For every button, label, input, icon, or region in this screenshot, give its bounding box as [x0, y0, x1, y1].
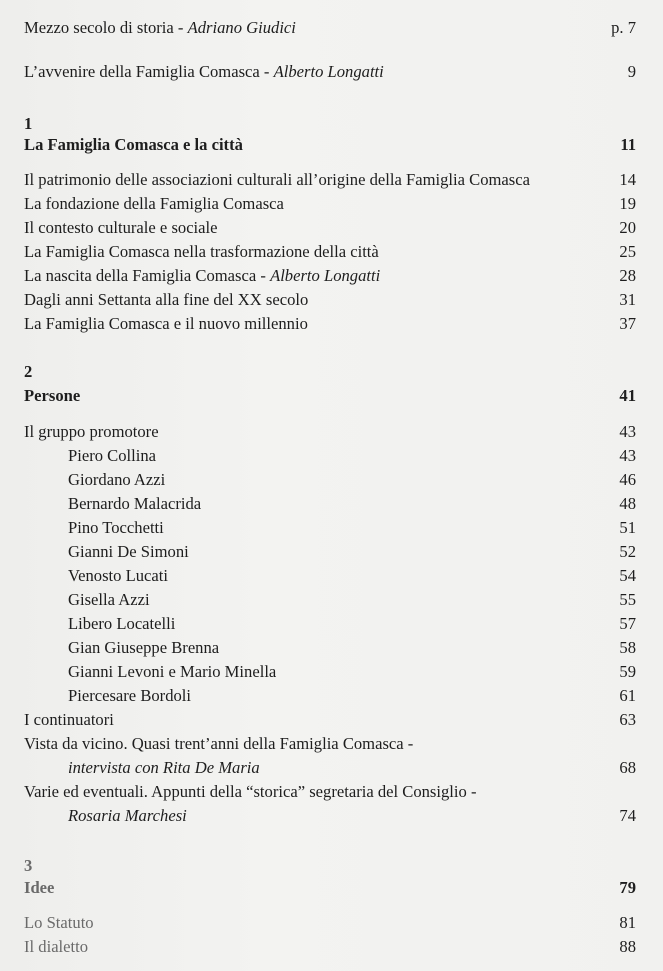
- person-name: Gian Giuseppe Brenna: [68, 638, 220, 657]
- chapter-title: Persone: [24, 386, 81, 405]
- page-number: 37: [619, 314, 636, 333]
- page-number: 54: [619, 566, 636, 585]
- page-number: 43: [619, 422, 636, 441]
- page-number: 57: [619, 614, 636, 633]
- page-number: 51: [619, 518, 636, 537]
- person-name: Piercesare Bordoli: [68, 686, 192, 705]
- page-number: 41: [619, 386, 636, 405]
- entry-text: [24, 266, 380, 286]
- page-number: 11: [620, 135, 636, 154]
- person-name: Giordano Azzi: [68, 470, 166, 489]
- entry-title: Il dialetto: [24, 937, 89, 956]
- entry-title: Il gruppo promotore: [24, 422, 159, 441]
- entry-title: Dagli anni Settanta alla fine del XX secolo: [24, 290, 309, 309]
- page-number: 74: [619, 806, 636, 825]
- page-number: 81: [619, 913, 636, 932]
- entry-author: Alberto Longatti: [270, 266, 381, 285]
- person-name: Libero Locatelli: [68, 614, 176, 633]
- person-name: Gianni De Simoni: [68, 542, 189, 561]
- page-number: 48: [619, 494, 636, 513]
- page-number: 55: [619, 590, 636, 609]
- chapter-title: Idee: [24, 878, 55, 897]
- page-number: 68: [619, 758, 636, 777]
- chapter-title: La Famiglia Comasca e la città: [24, 135, 243, 154]
- page-number: 25: [619, 242, 636, 261]
- entry-title: La fondazione della Famiglia Comasca: [24, 194, 284, 213]
- person-name: Gisella Azzi: [68, 590, 150, 609]
- entry-title: Lo Statuto: [24, 913, 94, 932]
- page-number: 9: [627, 62, 636, 81]
- person-name: Piero Collina: [68, 446, 157, 465]
- person-name: Bernardo Malacrida: [68, 494, 202, 513]
- page-number: 28: [619, 266, 636, 285]
- page-number: 52: [619, 542, 636, 561]
- page-number: 88: [619, 937, 636, 956]
- entry-title: Il patrimonio delle associazioni culturali all’origine della Famiglia Comasca: [24, 170, 530, 189]
- person-name: Gianni Levoni e Mario Minella: [68, 662, 277, 681]
- page-number: 79: [619, 878, 636, 897]
- page-number: 61: [619, 686, 636, 705]
- page-number: 59: [619, 662, 636, 681]
- entry-title: I continuatori: [24, 710, 114, 729]
- entry-title: La nascita della Famiglia Comasca -: [24, 266, 271, 285]
- entry-author: Alberto Longatti: [273, 62, 384, 81]
- person-name: Pino Tocchetti: [68, 518, 164, 537]
- entry-text: [24, 62, 384, 82]
- page-number: 58: [619, 638, 636, 657]
- entry-title: Mezzo secolo di storia -: [24, 18, 188, 37]
- page-number: 63: [619, 710, 636, 729]
- entry-text: [24, 18, 296, 38]
- page-number: p. 7: [611, 18, 636, 37]
- chapter-number: 3: [24, 856, 33, 875]
- page-number: 31: [619, 290, 636, 309]
- person-name: Venosto Lucati: [68, 566, 168, 585]
- entry-author: intervista con Rita De Maria: [68, 758, 260, 777]
- page-number: 14: [619, 170, 636, 189]
- entry-title: Vista da vicino. Quasi trent’anni della Famiglia Comasca -: [24, 734, 414, 753]
- page-number: 19: [619, 194, 636, 213]
- entry-author: Rosaria Marchesi: [68, 806, 187, 825]
- chapter-number: 1: [24, 114, 33, 133]
- entry-title: La Famiglia Comasca nella trasformazione della città: [24, 242, 379, 261]
- entry-author: Adriano Giudici: [187, 18, 296, 37]
- entry-title: Varie ed eventuali. Appunti della “storica” segretaria del Consiglio -: [24, 782, 477, 801]
- entry-title: La Famiglia Comasca e il nuovo millennio: [24, 314, 308, 333]
- entry-title: L’avvenire della Famiglia Comasca -: [24, 62, 274, 81]
- page-number: 20: [619, 218, 636, 237]
- entry-title: Il contesto culturale e sociale: [24, 218, 218, 237]
- chapter-number: 2: [24, 362, 33, 381]
- page-number: 46: [619, 470, 636, 489]
- page-number: 43: [619, 446, 636, 465]
